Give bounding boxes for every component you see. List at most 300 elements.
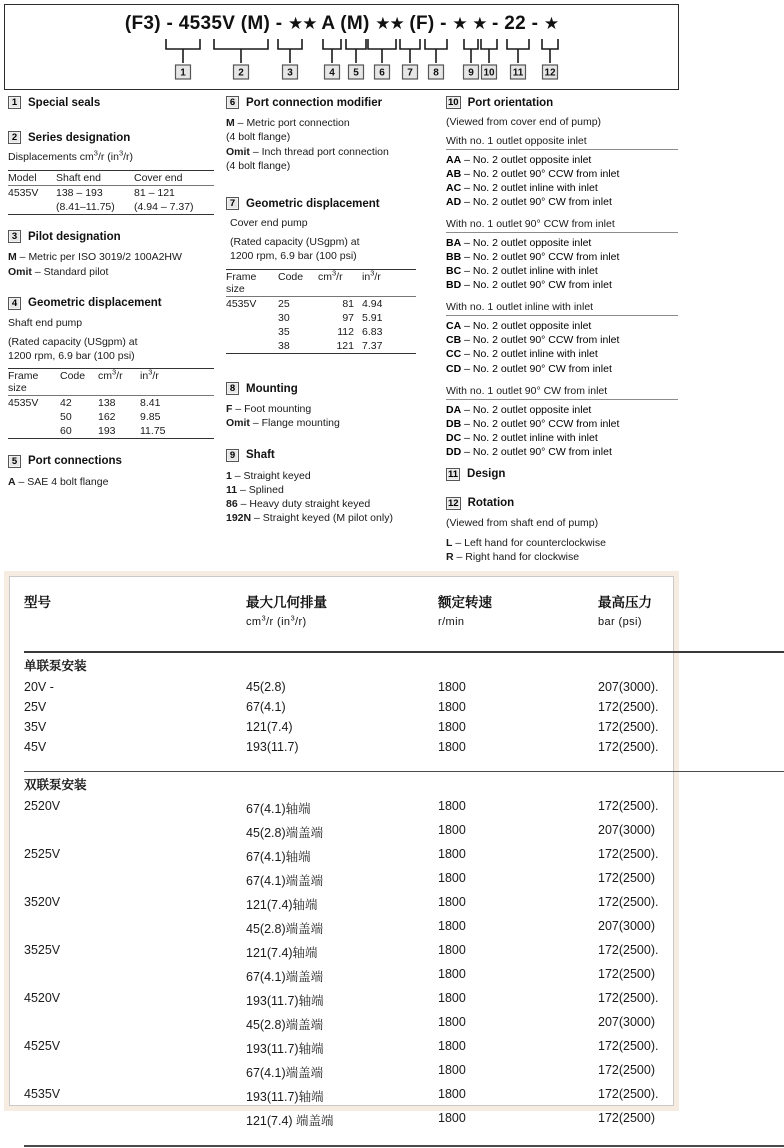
def-text: Left hand for counterclockwise: [464, 537, 606, 549]
table-row: [226, 339, 416, 354]
cn-cell-pressure: 172(2500).: [598, 988, 784, 1012]
def-item: [226, 511, 434, 525]
section-title: Design: [467, 468, 505, 480]
cn-cell-model: [24, 916, 246, 940]
def-code: F: [226, 403, 232, 415]
def-code: A: [8, 476, 16, 488]
cell-code: 30: [278, 311, 318, 325]
cn-cell-pressure: 172(2500): [598, 1108, 784, 1132]
code-bracket-leaders: [5, 37, 680, 89]
cn-table-row: [24, 820, 784, 844]
section-mounting: [226, 382, 434, 395]
cell-code: 25: [278, 296, 318, 311]
port-modifier-list: [226, 116, 434, 173]
rated-capacity-line1: (Rated capacity (USgpm) at: [8, 336, 138, 348]
cn-cell-model: [24, 1060, 246, 1084]
def-code: 192N: [226, 512, 251, 524]
cn-table-row: [24, 892, 784, 916]
orientation-text: No. 2 outlet inline with inlet: [473, 265, 598, 277]
section-special-seals: [8, 96, 214, 109]
cn-cell-pressure: 172(2500).: [598, 697, 784, 717]
cn-cell-displacement: 193(11.7): [246, 737, 438, 757]
def-text: Inch thread port connection: [262, 146, 389, 158]
orientation-code: CA: [446, 320, 461, 332]
orientation-text: No. 2 outlet 90° CCW from inlet: [473, 418, 620, 430]
cell-frame-size: 4535V: [226, 296, 278, 311]
def-item: [226, 483, 434, 497]
orientation-item: AB – No. 2 outlet 90° CCW from inlet: [446, 167, 678, 181]
cn-cell-model: 3520V: [24, 892, 246, 916]
table-bottom-rule: [226, 353, 416, 354]
code-position-badge-label: 12: [544, 68, 556, 79]
def-dash: –: [254, 512, 260, 524]
orientation-list-d: [446, 403, 678, 459]
rated-capacity-note: [8, 336, 214, 364]
cell-frame-size: [226, 325, 278, 339]
cn-col-header-pressure: [598, 577, 784, 645]
code-dash-2: -: [276, 13, 283, 34]
def-code: M: [226, 117, 235, 129]
section-port-orientation: [446, 96, 678, 109]
cn-cell-pressure: 172(2500).: [598, 796, 784, 820]
cn-cell-pressure: 172(2500).: [598, 717, 784, 737]
cn-cell-displacement: 67(4.1)端盖端: [246, 1060, 438, 1084]
section-number-badge: 10: [446, 96, 461, 109]
def-text: Straight keyed: [244, 470, 311, 482]
cn-col-header-speed: [438, 577, 598, 645]
cn-cell-speed: 1800: [438, 892, 598, 916]
section-port-connection-modifier: [226, 96, 434, 109]
cn-table-row: [24, 916, 784, 940]
orientation-text: No. 2 outlet 90° CCW from inlet: [473, 251, 620, 263]
cn-cell-model: 25V: [24, 697, 246, 717]
section-title: Mounting: [246, 383, 298, 395]
cn-cell-model: [24, 1012, 246, 1036]
code-position-badge-label: 1: [180, 68, 186, 79]
cn-group-label: 双联泵安装: [24, 772, 784, 797]
cn-cell-pressure: 207(3000): [598, 820, 784, 844]
section-number-badge: 8: [226, 382, 239, 395]
orientation-code: BC: [446, 265, 461, 277]
cn-cell-model: 3525V: [24, 940, 246, 964]
cn-cell-model: [24, 1108, 246, 1132]
cn-cell-pressure: 172(2500).: [598, 1084, 784, 1108]
cell-cm3r: 162: [98, 410, 140, 424]
cn-cell-speed: 1800: [438, 697, 598, 717]
col-header-in3r: $in^3/r$: [140, 369, 214, 396]
table-row: [8, 410, 214, 424]
cn-cell-displacement: 121(7.4)轴端: [246, 940, 438, 964]
code-bracket: [214, 39, 268, 49]
def-item: [226, 145, 434, 159]
cn-header-sub: bar (psi): [598, 615, 784, 631]
cn-cell-model: 20V -: [24, 677, 246, 697]
table-row: [8, 200, 214, 215]
cn-cell-model: 4535V: [24, 1084, 246, 1108]
cn-cell-model: [24, 868, 246, 892]
cn-cell-speed: 1800: [438, 1012, 598, 1036]
section-design: [446, 468, 678, 481]
code-position-badge-label: 5: [353, 68, 359, 79]
orientation-code: DB: [446, 418, 461, 430]
orientation-item: BD – No. 2 outlet 90° CW from inlet: [446, 278, 678, 292]
section-title: Port connection modifier: [246, 97, 382, 109]
cn-cell-speed: 1800: [438, 1084, 598, 1108]
def-code: L: [446, 537, 452, 549]
section-rotation: [446, 497, 678, 510]
displacement-caption: Displacements $cm^3/r$ $(in^3/r)$: [8, 151, 214, 165]
orientation-item: DA – No. 2 outlet opposite inlet: [446, 403, 678, 417]
section-title: Geometric displacement: [246, 198, 380, 210]
code-position-badge-label: 2: [238, 68, 244, 79]
rotation-view-note: (Viewed from shaft end of pump): [446, 517, 678, 531]
cn-table-row: [24, 717, 784, 737]
section-title: Series designation: [28, 132, 130, 144]
section-shaft: [226, 449, 434, 462]
orientation-item: DB – No. 2 outlet 90° CCW from inlet: [446, 417, 678, 431]
def-text: Heavy duty straight keyed: [249, 498, 370, 510]
col-header-cm3r: $cm^3/r$: [318, 269, 362, 296]
cn-header-main: 最大几何排量: [246, 595, 327, 610]
chinese-spec-panel: [4, 571, 679, 1111]
section-number-badge: 11: [446, 468, 460, 481]
def-code: Omit: [226, 417, 250, 429]
section-number-badge: 7: [226, 197, 239, 210]
col-header-cover-end: Cover end: [134, 170, 214, 185]
def-item: [8, 250, 214, 264]
orientation-code: CC: [446, 348, 461, 360]
cn-cell-pressure: 172(2500): [598, 964, 784, 988]
code-bracket: [425, 39, 447, 49]
def-item: [226, 116, 434, 130]
cell-frame-size: [8, 410, 60, 424]
orientation-item: BA – No. 2 outlet opposite inlet: [446, 236, 678, 250]
cell-cm3r: 121: [318, 339, 362, 354]
cn-cell-speed: 1800: [438, 796, 598, 820]
orientation-list-a: [446, 153, 678, 209]
orientation-code: DA: [446, 404, 461, 416]
spec-column-right: [446, 96, 678, 573]
rated-capacity-note: [226, 236, 434, 264]
def-text: Right hand for clockwise: [465, 551, 579, 563]
def-dash: –: [455, 537, 461, 549]
code-bracket: [464, 39, 478, 49]
cn-col-header-model: [24, 577, 246, 645]
orientation-item: CD – No. 2 outlet 90° CW from inlet: [446, 362, 678, 376]
orientation-code: AA: [446, 154, 461, 166]
cell-code: 50: [60, 410, 98, 424]
cn-group-label-row: [24, 772, 784, 797]
cell-cover-end: (4.94 – 7.37): [134, 200, 214, 215]
orientation-group-heading-c: With no. 1 outlet inline with inlet: [446, 301, 678, 316]
cell-cover-end: 81 – 121: [134, 185, 214, 200]
table-row: [8, 424, 214, 439]
code-position-badge-label: 10: [483, 68, 495, 79]
code-seg-shaft: ★: [452, 14, 466, 33]
section-geometric-displacement-cover: [226, 197, 434, 210]
cn-cell-displacement: 121(7.4) 端盖端: [246, 1108, 438, 1132]
model-code-diagram: [4, 4, 679, 90]
def-dash: –: [241, 498, 247, 510]
orientation-text: No. 2 outlet 90° CW from inlet: [473, 279, 612, 291]
table-bottom-rule: [8, 214, 214, 215]
cn-table-header-row: [24, 577, 784, 645]
orientation-code: AD: [446, 196, 461, 208]
table-row: [226, 311, 416, 325]
col-header-cm3r: $cm^3/r$: [98, 369, 140, 396]
table-row: [226, 296, 416, 311]
section-title: Port connections: [28, 455, 122, 467]
cn-cell-displacement: 193(11.7)轴端: [246, 988, 438, 1012]
cell-code: 42: [60, 396, 98, 411]
def-code: Omit: [8, 266, 32, 278]
section-title: Port orientation: [468, 97, 554, 109]
series-designation-table: [8, 170, 214, 216]
chinese-spec-table: [24, 577, 784, 1148]
cn-cell-model: 4520V: [24, 988, 246, 1012]
code-position-badge-label: 9: [468, 68, 474, 79]
cell-cm3r: 138: [98, 396, 140, 411]
col-header-code: Code: [60, 369, 98, 396]
cn-cell-speed: 1800: [438, 717, 598, 737]
cn-header-sub: $cm^3/r$ $(in^3/r)$: [246, 615, 438, 631]
code-position-badge-label: 4: [329, 68, 335, 79]
rated-capacity-line2: 1200 rpm, 6.9 bar (100 psi): [230, 250, 357, 262]
code-position-badge-label: 6: [379, 68, 385, 79]
code-bracket: [278, 39, 302, 49]
code-bracket: [368, 39, 396, 49]
orientation-text: No. 2 outlet opposite inlet: [473, 404, 592, 416]
cn-table-row: [24, 697, 784, 717]
port-orientation-view-note: (Viewed from cover end of pump): [446, 116, 678, 130]
cell-cm3r: 81: [318, 296, 362, 311]
def-dash: –: [235, 470, 241, 482]
section-title: Shaft: [246, 449, 275, 461]
code-dash-1: -: [167, 13, 174, 34]
spec-column-middle: [226, 96, 434, 535]
code-position-badge-label: 7: [407, 68, 413, 79]
orientation-text: No. 2 outlet opposite inlet: [473, 154, 592, 166]
def-dash: –: [35, 266, 41, 278]
def-item: [226, 416, 434, 430]
section-geometric-displacement-shaft: [8, 297, 214, 310]
orientation-group-heading-d: With no. 1 outlet 90° CW from inlet: [446, 385, 678, 400]
cell-frame-size: [226, 311, 278, 325]
def-item: [446, 550, 678, 564]
cn-cell-speed: 1800: [438, 1036, 598, 1060]
orientation-code: CD: [446, 363, 461, 375]
code-dash-4: -: [492, 13, 499, 34]
cn-table-row: [24, 988, 784, 1012]
orientation-text: No. 2 outlet opposite inlet: [473, 320, 592, 332]
def-dash: –: [19, 476, 25, 488]
code-seg-rotation: ★: [544, 14, 558, 33]
code-seg-geo-cover: ★★: [375, 14, 403, 33]
orientation-group-heading-a: With no. 1 outlet opposite inlet: [446, 135, 678, 150]
def-item: [226, 402, 434, 416]
code-bracket: [507, 39, 529, 49]
code-bracket: [323, 39, 341, 49]
cell-code: 60: [60, 424, 98, 439]
orientation-item: BB – No. 2 outlet 90° CCW from inlet: [446, 250, 678, 264]
cn-header-main: 型号: [24, 595, 51, 610]
cn-cell-displacement: 67(4.1)轴端: [246, 844, 438, 868]
cn-table-row: [24, 1060, 784, 1084]
cn-cell-displacement: 45(2.8): [246, 677, 438, 697]
cn-cell-pressure: 172(2500): [598, 868, 784, 892]
cn-header-main: 最高压力: [598, 595, 652, 610]
section-title: Rotation: [468, 497, 515, 509]
def-text: Standard pilot: [44, 266, 109, 278]
col-header-code: Code: [278, 269, 318, 296]
cn-cell-pressure: 172(2500).: [598, 1036, 784, 1060]
orientation-text: No. 2 outlet opposite inlet: [473, 237, 592, 249]
orientation-item: DC – No. 2 outlet inline with inlet: [446, 431, 678, 445]
col-header-shaft-end: Shaft end: [56, 170, 134, 185]
code-seg-port: A: [321, 13, 334, 34]
def-item: [8, 475, 214, 489]
def-text: Straight keyed (M pilot only): [263, 512, 393, 524]
orientation-code: BB: [446, 251, 461, 263]
cn-cell-speed: 1800: [438, 964, 598, 988]
code-seg-f3: (F3): [125, 13, 161, 34]
def-item: [446, 536, 678, 550]
cn-cell-displacement: 67(4.1)轴端: [246, 796, 438, 820]
cn-cell-pressure: 172(2500).: [598, 844, 784, 868]
cn-cell-speed: 1800: [438, 844, 598, 868]
cover-end-displacement-table: [226, 269, 416, 355]
def-item: [226, 159, 434, 173]
cn-table-row: [24, 1108, 784, 1132]
cn-table-row: [24, 868, 784, 892]
section-title: Pilot designation: [28, 231, 121, 243]
cell-frame-size: 4535V: [8, 396, 60, 411]
cell-in3r: 5.91: [362, 311, 416, 325]
orientation-text: No. 2 outlet inline with inlet: [473, 182, 598, 194]
rotation-list: [446, 536, 678, 565]
code-bracket: [346, 39, 366, 49]
cn-bottom-spacer: [24, 1132, 784, 1146]
table-row: [8, 396, 214, 411]
cn-cell-pressure: 172(2500): [598, 1060, 784, 1084]
cn-table-row: [24, 964, 784, 988]
def-text: Foot mounting: [244, 403, 311, 415]
code-bracket: [481, 39, 497, 49]
cn-cell-displacement: 45(2.8)端盖端: [246, 820, 438, 844]
orientation-list-b: [446, 236, 678, 292]
table-header-row: [226, 269, 416, 296]
col-header-model: Model: [8, 170, 56, 185]
def-text: (4 bolt flange): [226, 160, 290, 172]
def-code: M: [8, 251, 17, 263]
code-bracket: [166, 39, 200, 49]
cn-cell-speed: 1800: [438, 988, 598, 1012]
cn-group-label: 单联泵安装: [24, 652, 784, 677]
orientation-text: No. 2 outlet 90° CW from inlet: [473, 196, 612, 208]
code-seg-port-mod: (M): [340, 13, 369, 34]
def-dash: –: [253, 417, 259, 429]
cell-cm3r: 112: [318, 325, 362, 339]
col-header-frame-size: Frame size: [226, 269, 278, 296]
def-code: 11: [226, 484, 237, 496]
cn-table-row: [24, 844, 784, 868]
section-series-designation: [8, 131, 214, 144]
orientation-item: CB – No. 2 outlet 90° CCW from inlet: [446, 333, 678, 347]
section-port-connections: [8, 455, 214, 468]
cell-in3r: 6.83: [362, 325, 416, 339]
cn-cell-displacement: 67(4.1)端盖端: [246, 964, 438, 988]
table-header-row: [8, 170, 214, 185]
cell-model: 4535V: [8, 185, 56, 200]
def-text: Splined: [249, 484, 284, 496]
section-number-badge: 1: [8, 96, 21, 109]
cn-cell-pressure: 172(2500).: [598, 737, 784, 757]
code-seg-mounting: (F): [409, 13, 434, 34]
spec-column-left: [8, 96, 214, 498]
orientation-item: DD – No. 2 outlet 90° CW from inlet: [446, 445, 678, 459]
section-number-badge: 9: [226, 449, 239, 462]
def-text: Metric per ISO 3019/2 100A2HW: [28, 251, 182, 263]
def-item: [226, 497, 434, 511]
code-position-badge-label: 8: [433, 68, 439, 79]
code-seg-orientation: ★: [472, 14, 486, 33]
orientation-code: CB: [446, 334, 461, 346]
def-code: 1: [226, 470, 232, 482]
cn-cell-displacement: 121(7.4)轴端: [246, 892, 438, 916]
cn-cell-model: 2525V: [24, 844, 246, 868]
cn-cell-pressure: 172(2500).: [598, 892, 784, 916]
section-number-badge: 4: [8, 297, 21, 310]
def-code: Omit: [226, 146, 250, 158]
section-number-badge: 2: [8, 131, 21, 144]
cn-table-row: [24, 737, 784, 757]
cn-table-row: [24, 940, 784, 964]
orientation-text: No. 2 outlet 90° CCW from inlet: [473, 334, 620, 346]
orientation-item: BC – No. 2 outlet inline with inlet: [446, 264, 678, 278]
cn-table-row: [24, 1036, 784, 1060]
def-text: (4 bolt flange): [226, 131, 290, 143]
rated-capacity-line1: (Rated capacity (USgpm) at: [230, 236, 360, 248]
section-number-badge: 3: [8, 230, 21, 243]
mounting-list: [226, 402, 434, 431]
orientation-item: CC – No. 2 outlet inline with inlet: [446, 347, 678, 361]
orientation-code: DD: [446, 446, 461, 458]
orientation-text: No. 2 outlet 90° CCW from inlet: [473, 168, 620, 180]
def-dash: –: [235, 403, 241, 415]
cn-table-row: [24, 677, 784, 697]
table-row: [8, 185, 214, 200]
cn-table-row: [24, 796, 784, 820]
cn-cell-displacement: 193(11.7)轴端: [246, 1084, 438, 1108]
section-number-badge: 5: [8, 455, 21, 468]
cn-cell-model: 2520V: [24, 796, 246, 820]
cn-cell-pressure: 172(2500).: [598, 940, 784, 964]
cn-cell-displacement: 193(11.7)轴端: [246, 1036, 438, 1060]
cn-cell-pressure: 207(3000).: [598, 677, 784, 697]
cn-cell-pressure: 207(3000): [598, 916, 784, 940]
cn-table-row: [24, 1084, 784, 1108]
cn-col-header-displacement: [246, 577, 438, 645]
shaft-end-pump-label: Shaft end pump: [8, 317, 214, 331]
cn-header-rule: [24, 645, 784, 652]
section-title: Special seals: [28, 97, 100, 109]
model-code-string: [5, 13, 678, 35]
cn-cell-speed: 1800: [438, 916, 598, 940]
def-item: [226, 469, 434, 483]
col-header-in3r: $in^3/r$: [362, 269, 416, 296]
cell-shaft-end: 138 – 193: [56, 185, 134, 200]
orientation-item: CA – No. 2 outlet opposite inlet: [446, 319, 678, 333]
